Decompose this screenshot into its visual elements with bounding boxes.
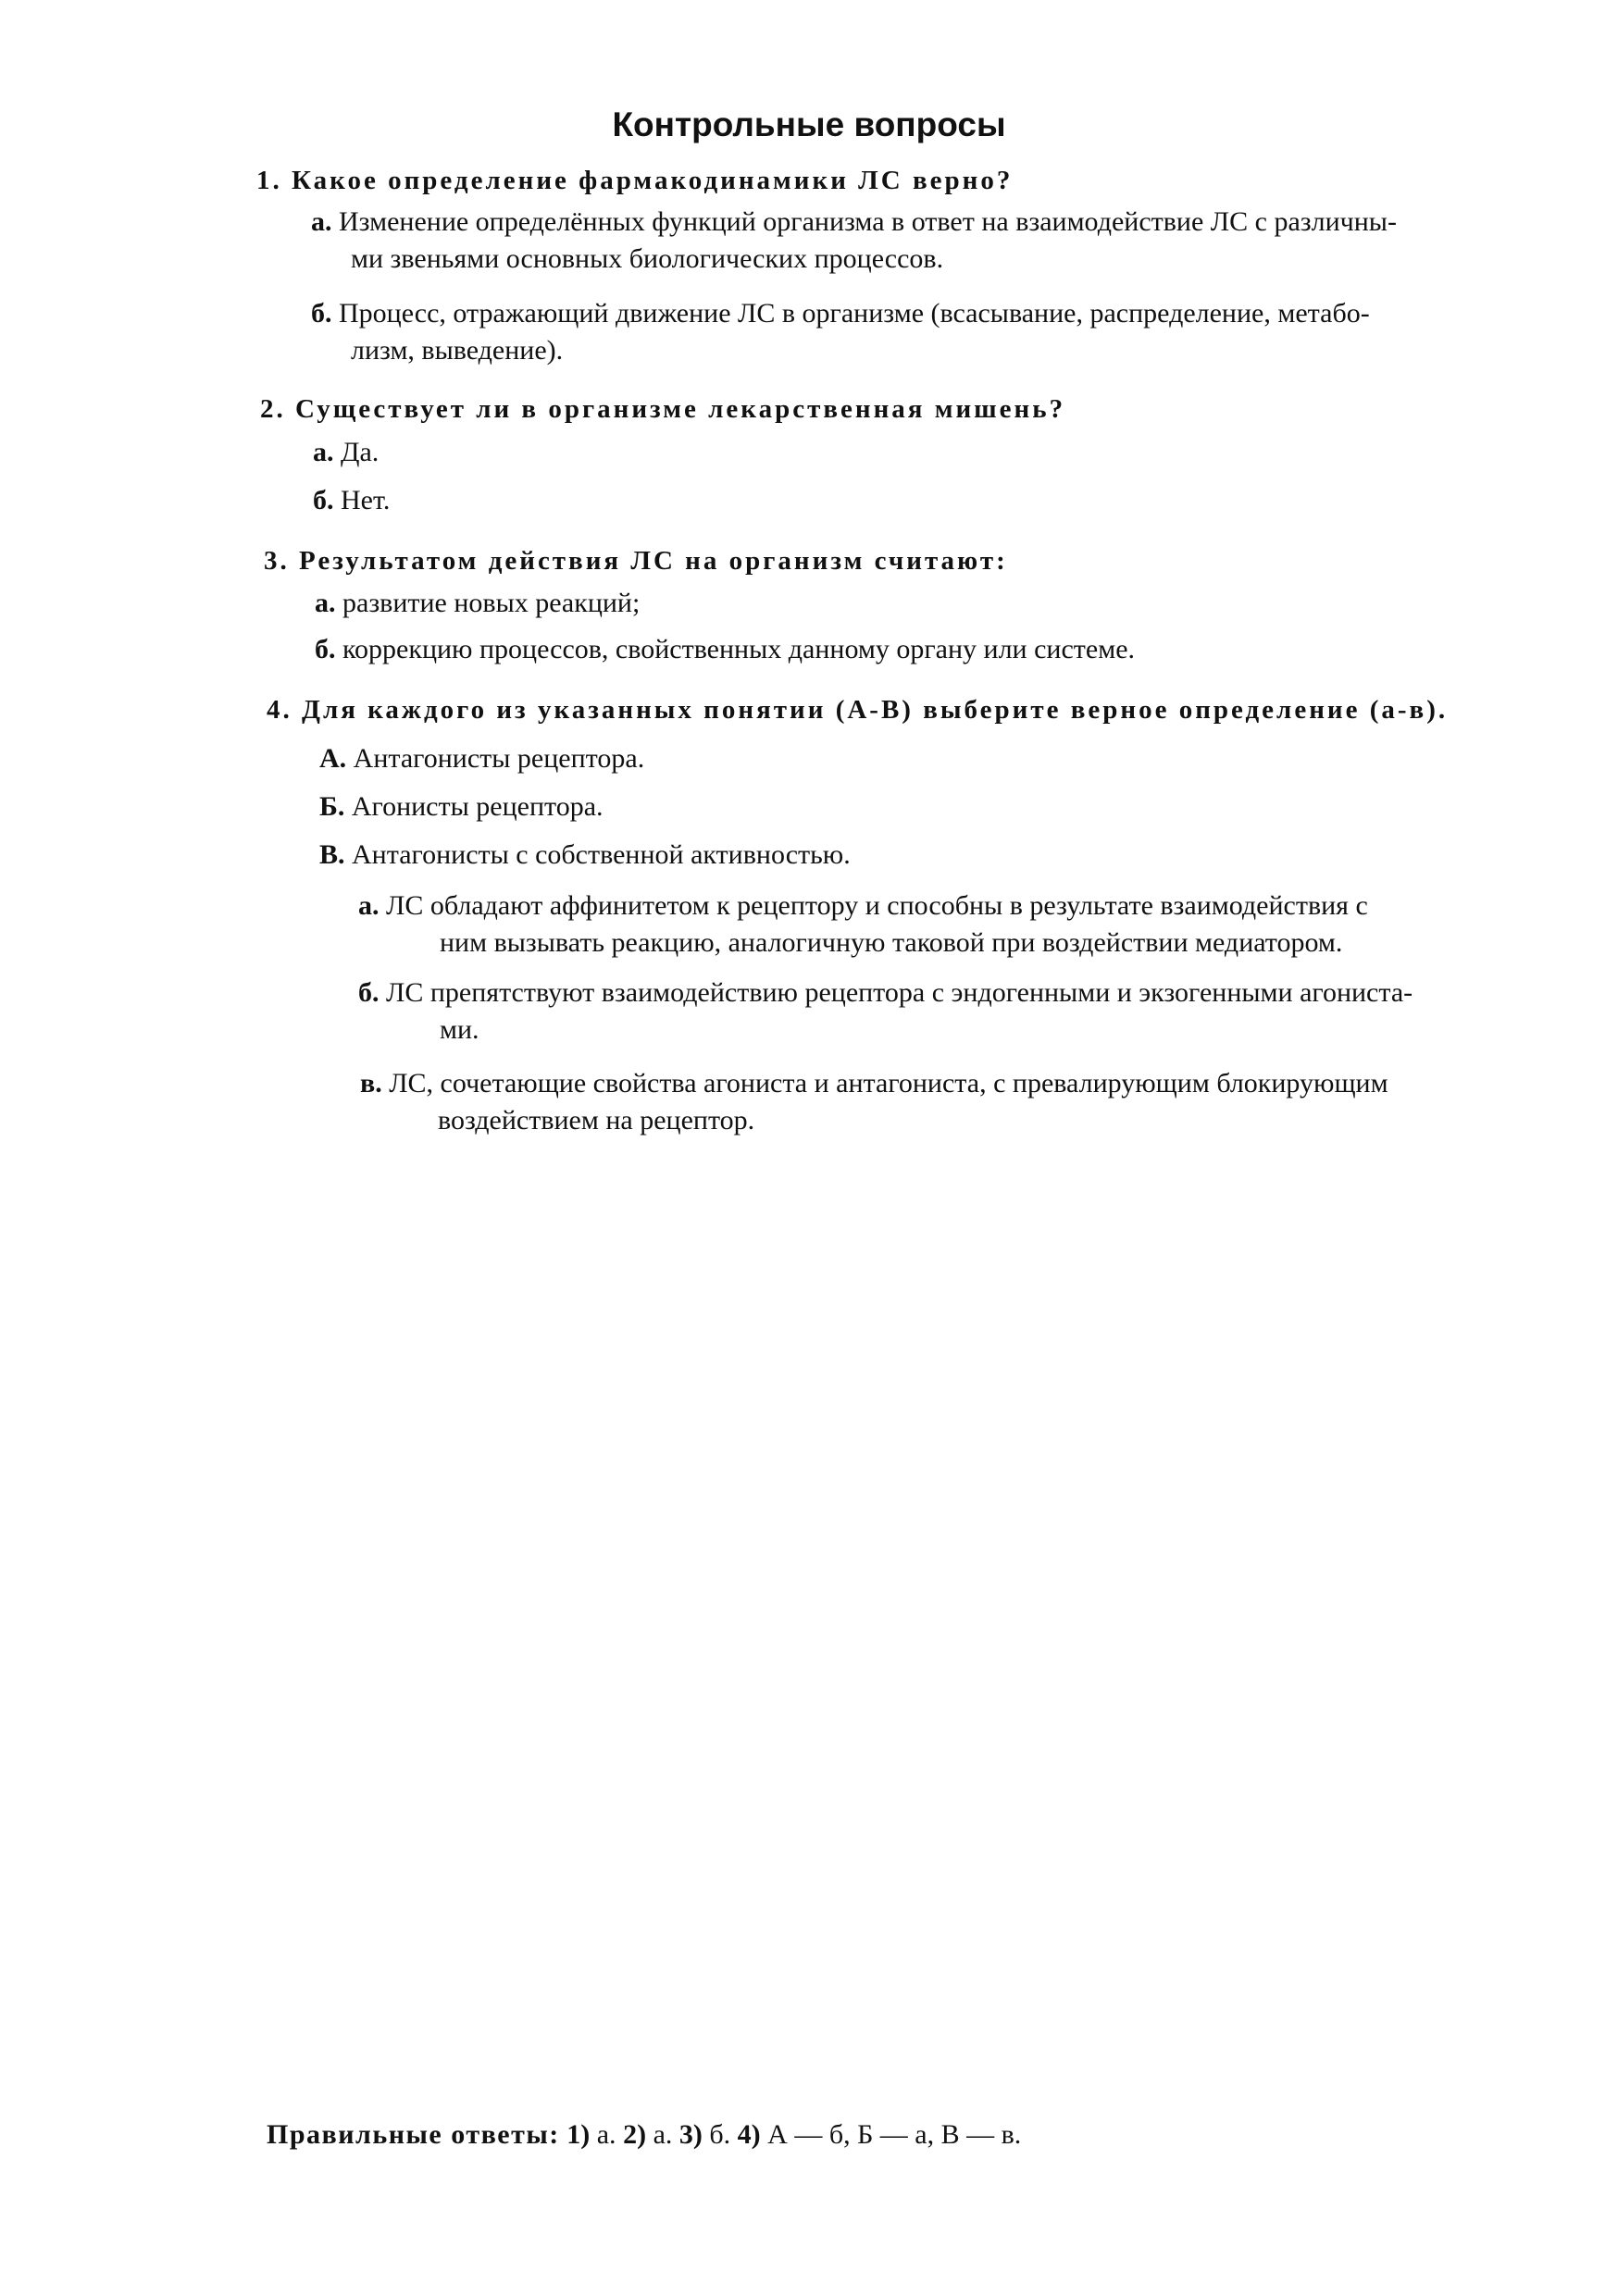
option-marker: а. [315, 588, 336, 618]
answer-option [311, 204, 1397, 278]
concept-text: Агонисты рецептора. [351, 791, 604, 822]
concept-text: Антагонисты с собственной активностью. [352, 839, 851, 870]
definition-marker: а. [358, 890, 380, 921]
answer-value: а. [596, 2119, 616, 2150]
option-text-continuation: лизм, выведение). [351, 335, 564, 366]
answer-number: 4) [737, 2119, 761, 2150]
definition-text-continuation: воздействием на рецептор. [438, 1105, 755, 1136]
question-text: Существует ли в организме лекарственная мишень? [295, 394, 1066, 424]
answer-value: а. [653, 2119, 673, 2150]
option-marker: а. [311, 206, 332, 237]
option-text: развитие новых реакций; [342, 588, 641, 618]
question-text: Какое определение фармакодинамики ЛС верно? [292, 166, 1014, 195]
question-text: Результатом действия ЛС на организм считают: [299, 546, 1008, 576]
answer-number: 1) [566, 2119, 591, 2150]
correct-answers [267, 2116, 1021, 2153]
question-number: 2. [260, 394, 286, 424]
definition-text: ЛС препятствуют взаимодействию рецептора с эндогенными и экзогенными агониста- [386, 977, 1413, 1008]
page-title: Контрольные вопросы [612, 105, 1006, 143]
definition-marker: б. [358, 977, 380, 1008]
concept-marker: В. [319, 839, 345, 870]
answer-option [315, 585, 640, 622]
concept-marker: Б. [319, 791, 345, 822]
option-marker: б. [313, 485, 334, 515]
question-text: Для каждого из указанных понятии (А-В) выберите верное определение (а-в). [302, 695, 1449, 725]
question-2 [260, 391, 1065, 427]
question-number: 1. [256, 166, 282, 195]
definition-text: ЛС, сочетающие свойства агониста и антагониста, с превалирующим блокирующим [389, 1068, 1388, 1098]
answer-option [315, 631, 1135, 668]
answer-option [313, 434, 379, 471]
option-marker: б. [315, 634, 336, 664]
option-text: Нет. [341, 485, 391, 515]
concept-item [319, 837, 851, 874]
correct-answers-label: Правильные ответы: [267, 2119, 560, 2150]
definition-text: ЛС обладают аффинитетом к рецептору и способны в результате взаимодействия с [386, 890, 1368, 921]
option-marker: б. [311, 298, 332, 329]
option-text: Изменение определённых функций организма в ответ на взаимодействие ЛС с различны- [339, 206, 1397, 237]
question-4 [267, 692, 1448, 727]
question-number: 3. [264, 546, 290, 576]
question-1 [256, 163, 1013, 198]
option-text-continuation: ми звеньями основных биологических процессов. [351, 243, 944, 274]
question-number: 4. [267, 695, 292, 725]
definition-item [358, 974, 1413, 1049]
definition-item [360, 1065, 1388, 1139]
definition-marker: в. [360, 1068, 382, 1098]
question-3 [264, 543, 1008, 578]
answer-option [313, 482, 390, 519]
answer-value: А — б, Б — а, В — в. [767, 2119, 1022, 2150]
option-text: коррекцию процессов, свойственных данному органу или системе. [342, 634, 1136, 664]
definition-item [358, 887, 1368, 962]
answer-number: 3) [678, 2119, 703, 2150]
concept-item [319, 740, 644, 777]
option-marker: а. [313, 437, 334, 467]
concept-marker: А. [319, 743, 347, 774]
option-text: Процесс, отражающий движение ЛС в организме (всасывание, распределение, метабо- [339, 298, 1370, 329]
answer-option [311, 295, 1370, 369]
definition-text-continuation: ми. [440, 1014, 479, 1045]
answer-number: 2) [623, 2119, 647, 2150]
answer-value: б. [709, 2119, 731, 2150]
definition-text-continuation: ним вызывать реакцию, аналогичную таковой при воздействии медиатором. [440, 927, 1343, 958]
concept-item [319, 788, 604, 825]
option-text: Да. [341, 437, 380, 467]
concept-text: Антагонисты рецептора. [353, 743, 645, 774]
